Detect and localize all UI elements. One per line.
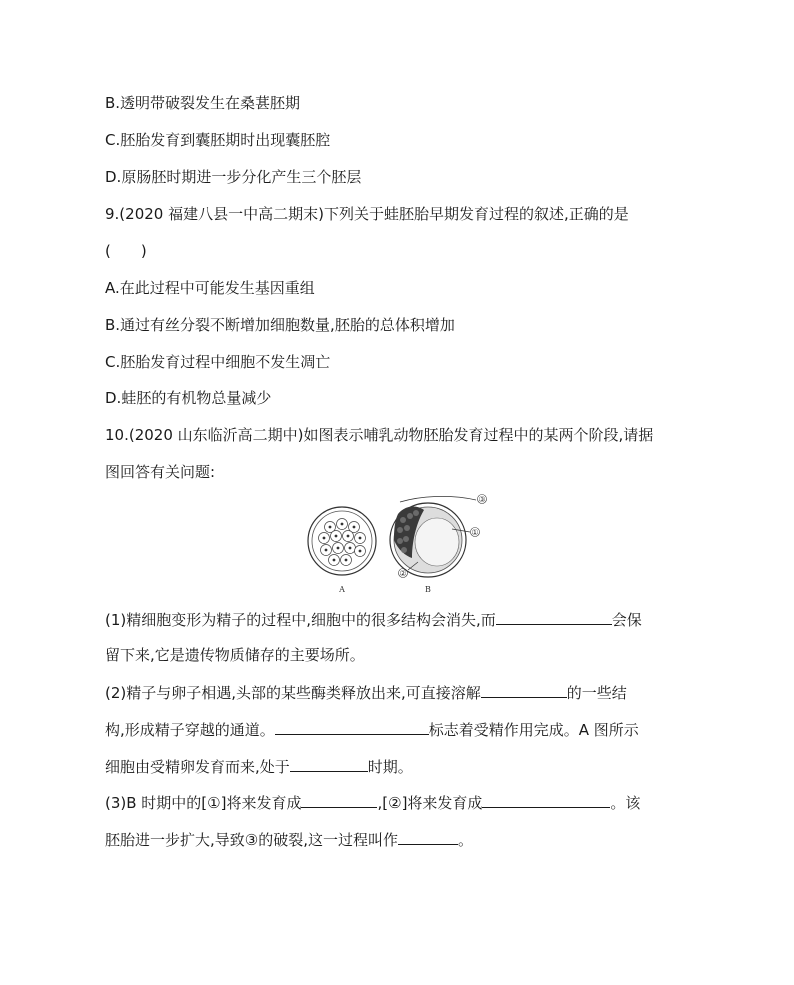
q10-part1-text: 会保: [611, 611, 642, 629]
answer-blank-4[interactable]: [290, 755, 368, 772]
q10-stem-line2: 图回答有关问题:: [105, 463, 216, 481]
q10-stem-line1: 10.(2020 山东临沂高二期中)如图表示哺乳动物胚胎发育过程中的某两个阶段,请据: [105, 426, 654, 444]
q10-part3-text: 的破裂,这一过程叫作: [258, 831, 399, 849]
q9-option-b: B.通过有丝分裂不断增加细胞数量,胚胎的总体积增加: [105, 316, 455, 334]
q9-option-a: A.在此过程中可能发生基因重组: [105, 279, 315, 297]
q10-part2-text: (2)精子与卵子相遇,头部的某些酶类释放出来,可直接溶解: [105, 684, 481, 702]
answer-blank-6[interactable]: [482, 791, 610, 808]
q10-part2-text: 时期。: [367, 758, 413, 776]
figure-mark-2: ②: [399, 569, 407, 578]
q10-part3-text: 。该: [610, 794, 641, 812]
q8-option-b: B.透明带破裂发生在桑葚胚期: [105, 94, 301, 112]
q10-part1-text: (1)精细胞变形为精子的过程中,细胞中的很多结构会消失,而: [105, 611, 496, 629]
q10-part3-text: ]将来发育成: [401, 794, 483, 812]
q10-part2-line1: [105, 681, 627, 703]
q10-part3-line1: [105, 791, 640, 813]
q8-option-d: D.原肠胚时期进一步分化产生三个胚层: [105, 168, 362, 186]
answer-blank-5[interactable]: [301, 791, 377, 808]
q10-part2-text: 构,形成精子穿越的通道。: [105, 721, 275, 739]
morula-drawing: [308, 507, 376, 575]
q9-option-c: C.胚胎发育过程中细胞不发生凋亡: [105, 353, 331, 371]
blastocyst-drawing: [390, 496, 479, 577]
q10-part2-text: 标志着受精作用完成。A 图所示: [428, 721, 639, 739]
q10-part1-line2: 留下来,它是遗传物质储存的主要场所。: [105, 646, 365, 664]
q8-option-c: C.胚胎发育到囊胚期时出现囊胚腔: [105, 131, 331, 149]
answer-blank-7[interactable]: [398, 828, 458, 845]
q9-option-d: D.蛙胚的有机物总量减少: [105, 389, 272, 407]
answer-blank-1[interactable]: [496, 608, 612, 625]
q10-part3-line2: [105, 828, 473, 850]
circled-2: ②: [388, 794, 402, 812]
answer-blank-2[interactable]: [481, 681, 567, 698]
q10-part3-text: ]将来发育成: [220, 794, 302, 812]
q10-part3-text: 。: [458, 831, 474, 849]
q10-part2-text: 细胞由受精卵发育而来,处于: [105, 758, 290, 776]
figure-mark-3: ③: [478, 495, 486, 504]
circled-3: ③: [244, 831, 259, 849]
figure-label-a: A: [339, 585, 345, 594]
q9-answer-bracket: ( ): [105, 242, 147, 260]
q10-part1-line1: [105, 608, 642, 630]
answer-blank-3[interactable]: [275, 718, 429, 735]
embryo-figure: [300, 486, 500, 598]
q10-part2-text: 的一些结: [566, 684, 627, 702]
q10-part3-text: ,[: [377, 794, 389, 812]
q10-part2-line2: [105, 718, 639, 740]
figure-label-b: B: [425, 585, 431, 594]
q10-part3-text: (3)B 时期中的[: [105, 794, 208, 812]
q10-part2-line3: [105, 755, 413, 777]
q9-stem: 9.(2020 福建八县一中高二期末)下列关于蛙胚胎早期发育过程的叙述,正确的是: [105, 205, 629, 223]
circled-1: ①: [207, 794, 221, 812]
figure-mark-1: ①: [471, 528, 479, 537]
q10-part3-text: 胚胎进一步扩大,导致: [105, 831, 245, 849]
